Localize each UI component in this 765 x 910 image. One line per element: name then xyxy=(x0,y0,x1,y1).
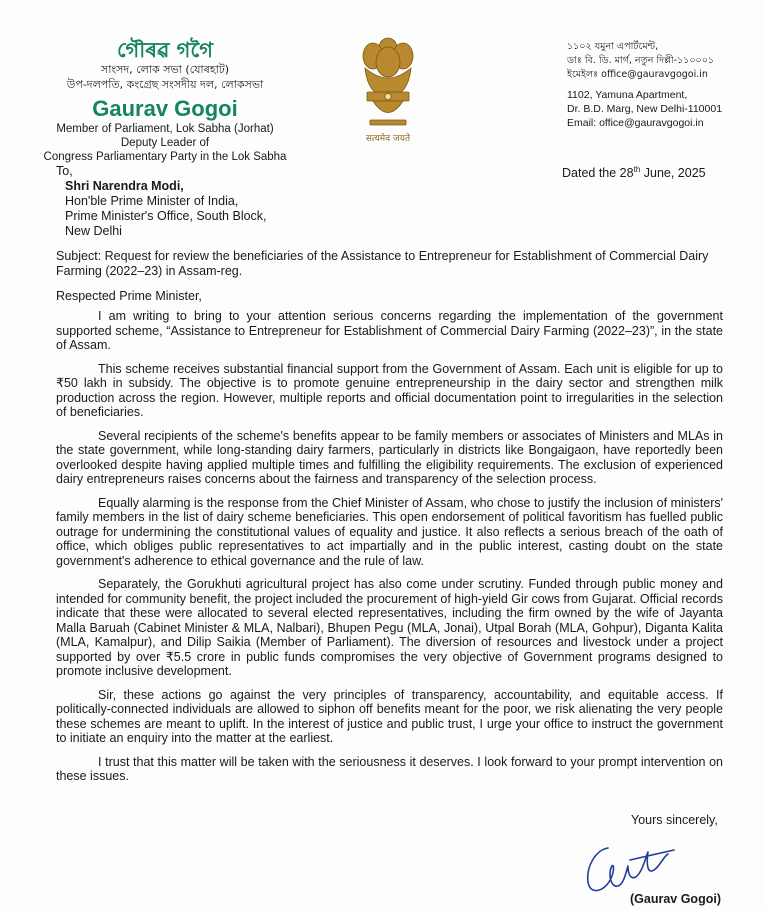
emblem-motto: सत्यमेव जयते xyxy=(365,134,411,144)
paragraph: This scheme receives substantial financial support from the Government of Assam. Each unit is eligible for up to ₹50 lakh in subsidy. The objective is to promote genuine entrepreneurship in the dairy sector and strengthen milk production across the region. However, multiple reports and official documentation point to irregularities in the selection of beneficiaries. xyxy=(56,361,723,419)
address-assamese-email: ইমেইলঃ office@gauravgogoi.in xyxy=(567,69,708,80)
paragraph: Several recipients of the scheme's benefits appear to be family members or associates of Ministers and MLAs in the state government, while long-standing dairy farmers, particularly in districts like Bongaigaon, have reportedly been overlooked despite having applied multiple times and fulfilling the eligibility requirements. The exclusion of experienced dairy entrepreneurs raises concerns about the fairness and transparency of the selection process. xyxy=(56,428,723,486)
address-assamese-line-2: ডাঃ বি. ডি. মাৰ্গ, নতুন দিল্লী-১১০০০১ xyxy=(567,55,715,66)
letterhead-address xyxy=(567,40,757,130)
date-rest: June, 2025 xyxy=(640,166,706,181)
role-line-3: Congress Parliamentary Party in the Lok Sabha xyxy=(43,151,287,163)
date-prefix: Dated the 28 xyxy=(562,166,634,181)
to-label: To, xyxy=(56,164,73,178)
paragraph: I trust that this matter will be taken with the seriousness it deserves. I look forward to your prompt intervention on these issues. xyxy=(56,754,723,783)
salutation: Respected Prime Minister, xyxy=(56,289,202,303)
role-line-2: Deputy Leader of xyxy=(120,137,210,149)
letter-date xyxy=(562,165,706,180)
address-line-1: 1102, Yamuna Apartment, xyxy=(567,89,688,101)
paragraph: Sir, these actions go against the very principles of transparency, accountability, and equitable access. If politically-connected individuals are allowed to siphon off benefits meant for the poor, we risk alienating the very people these schemes are meant to uplift. In the interest of justice and public trust, I urge your office to instruct the government to initiate an enquiry into the matter at the earliest. xyxy=(56,687,723,745)
assamese-name: গৌৰৱ গগৈ xyxy=(116,38,214,62)
assamese-designation: সাংসদ, লোক সভা (যোৰহাট) xyxy=(100,63,230,76)
recipient-name: Shri Narendra Modi, xyxy=(65,179,184,193)
address-assamese-line-1: ১১০২ যমুনা এপাৰ্টমেন্ট, xyxy=(567,41,659,52)
recipient-office: Prime Minister's Office, South Block, xyxy=(65,209,267,223)
assamese-deputy-leader: উপ-দলপতি, কংগ্ৰেছ সংসদীয় দল, লোকসভা xyxy=(66,78,264,91)
role-line-1: Member of Parliament, Lok Sabha (Jorhat) xyxy=(56,123,274,135)
letter-body xyxy=(56,309,723,793)
paragraph: Separately, the Gorukhuti agricultural project has also come under scrutiny. Funded through public money and intended for community benefit, the project included the procurement of high-yield Gir cows from Gujarat. Official records indicate that these were allocated to several elected representatives, including the firm owned by the wife of Jayanta Malla Baruah (Cabinet Minister & MLA, Nalbari), Bhupen Pegu (MLA, Jonai), Utpal Borah (MLA, Gohpur), Diganta Kalita (MLA, Kamalpur), and Dilip Saikia (Member of Parliament). The diversion of resources and livestock under a project supported by over ₹5.5 crore in public funds compromises the very objective of Government programs designed to promote inclusive development. xyxy=(56,577,723,678)
national-emblem xyxy=(348,34,428,146)
sender-name: Gaurav Gogoi xyxy=(92,96,238,121)
address-line-2: Dr. B.D. Marg, New Delhi-110001 xyxy=(567,103,723,115)
signer-name: (Gaurav Gogoi) xyxy=(630,892,721,906)
letterhead-left xyxy=(20,38,310,164)
subject-line: Subject: Request for review the beneficiaries of the Assistance to Entrepreneur for Establishment of Commercial Dairy Farming (2022–23) in Assam-reg. xyxy=(56,249,709,278)
recipient-block xyxy=(56,164,267,239)
closing: Yours sincerely, xyxy=(631,813,718,827)
address-email: Email: office@gauravgogoi.in xyxy=(567,117,704,129)
recipient-title: Hon'ble Prime Minister of India, xyxy=(65,194,239,208)
paragraph: Equally alarming is the response from the Chief Minister of Assam, who chose to justify the inclusion of ministers' family members in the list of dairy scheme beneficiaries. This open endorsement of political favoritism has fuelled public outrage for undermining the constitutional values of equality and justice. It also reflects a serious breach of the oath of office, which obliges public representatives to act impartially and in the public interest, casting doubt on the state government's adherence to ethical governance and the rule of law. xyxy=(56,495,723,568)
date-ordinal: th xyxy=(633,165,641,174)
recipient-city: New Delhi xyxy=(65,224,122,238)
paragraph: I am writing to bring to your attention serious concerns regarding the implementation of the government supported scheme, “Assistance to Entrepreneur for Establishment of Commercial Dairy Farming (2022–23)”, in the state of Assam. xyxy=(56,309,723,352)
lion-capital-icon xyxy=(353,34,423,130)
